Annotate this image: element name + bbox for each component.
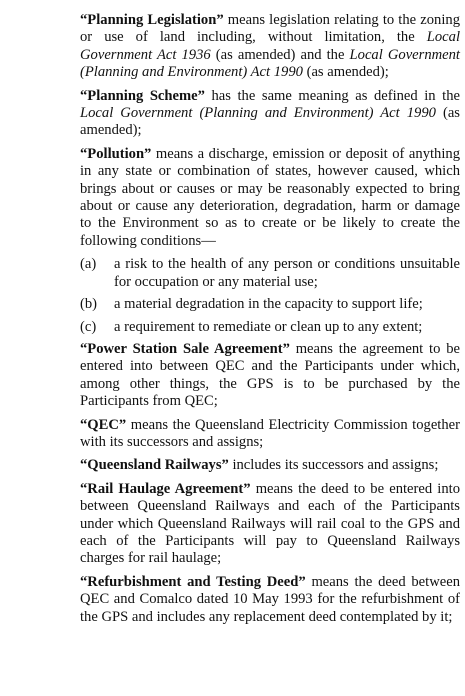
statute-title: Local Government (Planning and Environment) Act 1990	[80, 105, 436, 122]
definition-text: means the agreement to be entered into between QEC and the Participants under which, among other things, the GPS is to be purchased by the Participants from QEC;	[80, 340, 461, 410]
list-item	[80, 319, 460, 336]
list-item	[80, 296, 460, 313]
definition-text: means the Queensland Electricity Commission together with its successors and assigns;	[80, 416, 460, 450]
definition-planning-legislation	[80, 12, 460, 82]
list-item	[80, 256, 460, 291]
list-item-text: a requirement to remediate or clean up to any extent;	[114, 318, 423, 335]
defined-term: “Queensland Railways”	[80, 457, 229, 474]
definition-text: means legislation relating to the zoning or use of land including, without limitation, the	[80, 12, 460, 46]
definition-qec	[80, 417, 460, 452]
defined-term: “Refurbishment and Testing Deed”	[80, 573, 306, 590]
definition-pollution	[80, 146, 460, 250]
definition-queensland-railways	[80, 457, 460, 474]
definition-text: (as amended);	[80, 105, 460, 139]
definition-rail-haulage-agreement	[80, 481, 460, 568]
list-item-label: (b)	[80, 296, 98, 313]
definitions-column	[80, 12, 460, 632]
definition-text: means the deed to be entered into between Queensland Railways and each of the Participants under which Queensland Railways will rail coal to the GPS and each of the Participants will pay to Queensland Railways charges for rail haulage;	[80, 480, 461, 567]
list-item-text: a material degradation in the capacity to support life;	[114, 296, 423, 313]
defined-term: “Planning Scheme”	[80, 87, 205, 104]
defined-term: “Planning Legislation”	[80, 12, 224, 28]
definition-text: means the deed between QEC and Comalco dated 10 May 1993 for the refurbishment of the GPS and includes any replacement deed contemplated by it;	[80, 573, 461, 625]
definition-text: (as amended);	[302, 64, 389, 81]
definition-planning-scheme	[80, 88, 460, 140]
defined-term: “Rail Haulage Agreement”	[80, 480, 251, 497]
defined-term: “Power Station Sale Agreement”	[80, 340, 290, 357]
definition-text: has the same meaning as defined in the	[204, 87, 460, 104]
definition-text: means a discharge, emission or deposit of anything in any state or combination of states, however caused, which brings about or causes or may be reasonably expected to bring about or cause any deterioration, degradation, harm or damage to the Environment so as to create or be likely to create the following conditions—	[80, 145, 460, 249]
definition-text: (as amended) and the	[210, 46, 350, 63]
statute-title: Local Government Act 1936	[80, 29, 460, 63]
definition-power-station-sale-agreement	[80, 341, 460, 411]
defined-term: “QEC”	[80, 416, 127, 433]
statute-title: Local Government (Planning and Environment) Act 1990	[80, 46, 460, 81]
list-item-label: (a)	[80, 256, 97, 273]
definition-text: includes its successors and assigns;	[228, 457, 439, 474]
list-item-label: (c)	[80, 318, 97, 335]
defined-term: “Pollution”	[80, 145, 152, 162]
definition-refurbishment-and-testing-deed	[80, 574, 460, 626]
list-item-text: a risk to the health of any person or conditions unsuitable for occupation or any material use;	[114, 256, 460, 290]
